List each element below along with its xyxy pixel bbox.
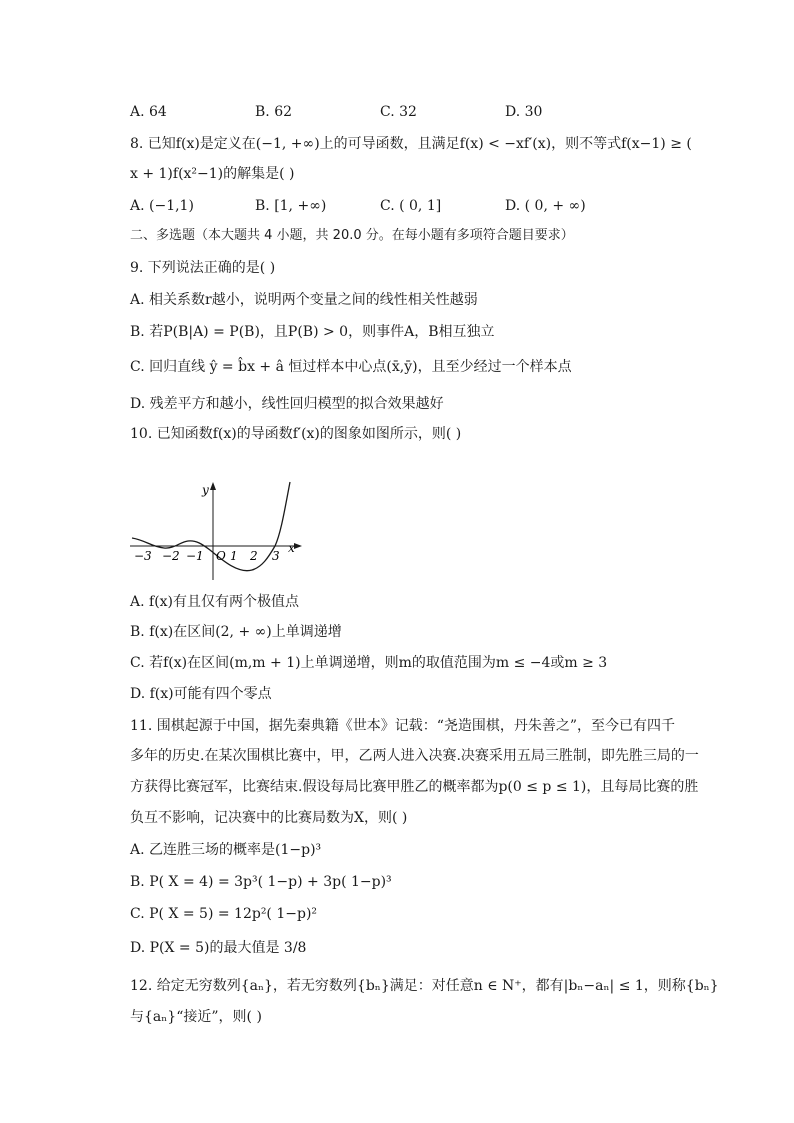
q9-option-d: D. 残差平方和越小，线性回归模型的拟合效果越好 — [130, 396, 444, 412]
q11-stem-line3: 方获得比赛冠军，比赛结束.假设每局比赛甲胜乙的概率都为p(0 ≤ p ≤ 1)，且每局比赛的胜 — [130, 779, 699, 795]
q10-option-a: A. f(x)有且仅有两个极值点 — [130, 594, 300, 610]
origin-label: O — [216, 549, 226, 563]
q7-option-a: A. 64 — [130, 104, 167, 120]
derivative-graph — [130, 478, 310, 588]
q9-option-b: B. 若P(B|A) = P(B)，且P(B) > 0，则事件A，B相互独立 — [130, 324, 495, 340]
q11-option-b: B. P( X = 4) = 3p³( 1−p) + 3p( 1−p)³ — [130, 874, 392, 890]
q11-option-d: D. P(X = 5)的最大值是 3/8 — [130, 940, 307, 956]
q8-stem-line2: x + 1)f(x²−1)的解集是( ) — [130, 166, 295, 182]
tick-label-1: 1 — [230, 549, 238, 563]
tick-label-neg2: −2 — [162, 549, 180, 563]
tick-label-3: 3 — [272, 549, 280, 563]
q10-stem: 10. 已知函数f(x)的导函数f′(x)的图象如图所示，则( ) — [130, 426, 462, 442]
section-multi-choice-header: 二、多选题（本大题共 4 小题，共 20.0 分。在每小题有多项符合题目要求） — [130, 228, 574, 243]
q11-option-c: C. P( X = 5) = 12p²( 1−p)² — [130, 906, 318, 922]
q8-option-d: D. ( 0, + ∞) — [505, 198, 586, 214]
q12-stem-line2: 与{aₙ}“接近”，则( ) — [130, 1009, 262, 1025]
q7-option-c: C. 32 — [380, 104, 417, 120]
q9-stem: 9. 下列说法正确的是( ) — [130, 260, 276, 276]
q11-stem-line4: 负互不影响，记决赛中的比赛局数为X，则( ) — [130, 810, 408, 826]
q11-option-a: A. 乙连胜三场的概率是(1−p)³ — [130, 842, 322, 858]
x-axis-arrow — [294, 543, 302, 549]
q10-option-c: C. 若f(x)在区间(m,m + 1)上单调递增，则m的取值范围为m ≤ −4或m ≥ 3 — [130, 655, 608, 671]
q8-stem-line1: 8. 已知f(x)是定义在(−1, +∞)上的可导函数，且满足f(x) < −xf′(x)，则不等式f(x−1) ≥ ( — [130, 136, 692, 152]
tick-label-2: 2 — [250, 549, 258, 563]
q8-options — [130, 196, 586, 216]
q12-stem-line1: 12. 给定无穷数列{aₙ}，若无穷数列{bₙ}满足：对任意n ∈ N⁺，都有|bₙ−aₙ| ≤ 1，则称{bₙ} — [130, 978, 719, 994]
q11-stem-line1: 11. 围棋起源于中国，据先秦典籍《世本》记载：“尧造围棋，丹朱善之”，至今已有四千 — [130, 718, 676, 734]
tick-label-neg1: −1 — [186, 549, 204, 563]
q7-options — [130, 102, 542, 122]
q9-option-a: A. 相关系数r越小，说明两个变量之间的线性相关性越弱 — [130, 292, 478, 308]
q8-option-c: C. ( 0, 1] — [380, 198, 442, 214]
x-axis-label: x — [288, 541, 295, 555]
q9-option-c: C. 回归直线 ŷ = b̂x + â 恒过样本中心点(x̄,ȳ)，且至少经过一个样本点 — [130, 359, 572, 375]
q10-option-d: D. f(x)可能有四个零点 — [130, 686, 272, 702]
tick-label-neg3: −3 — [134, 549, 152, 563]
q7-option-d: D. 30 — [505, 104, 543, 120]
q10-option-b: B. f(x)在区间(2, + ∞)上单调递增 — [130, 624, 342, 640]
y-axis-arrow — [210, 482, 216, 490]
derivative-curve — [132, 482, 290, 571]
q7-option-b: B. 62 — [255, 104, 293, 120]
q11-stem-line2: 多年的历史.在某次围棋比赛中，甲，乙两人进入决赛.决赛采用五局三胜制，即先胜三局的一 — [130, 748, 699, 764]
q8-option-a: A. (−1,1) — [130, 198, 194, 214]
y-axis-label: y — [202, 483, 209, 497]
q8-option-b: B. [1, +∞) — [255, 198, 327, 214]
